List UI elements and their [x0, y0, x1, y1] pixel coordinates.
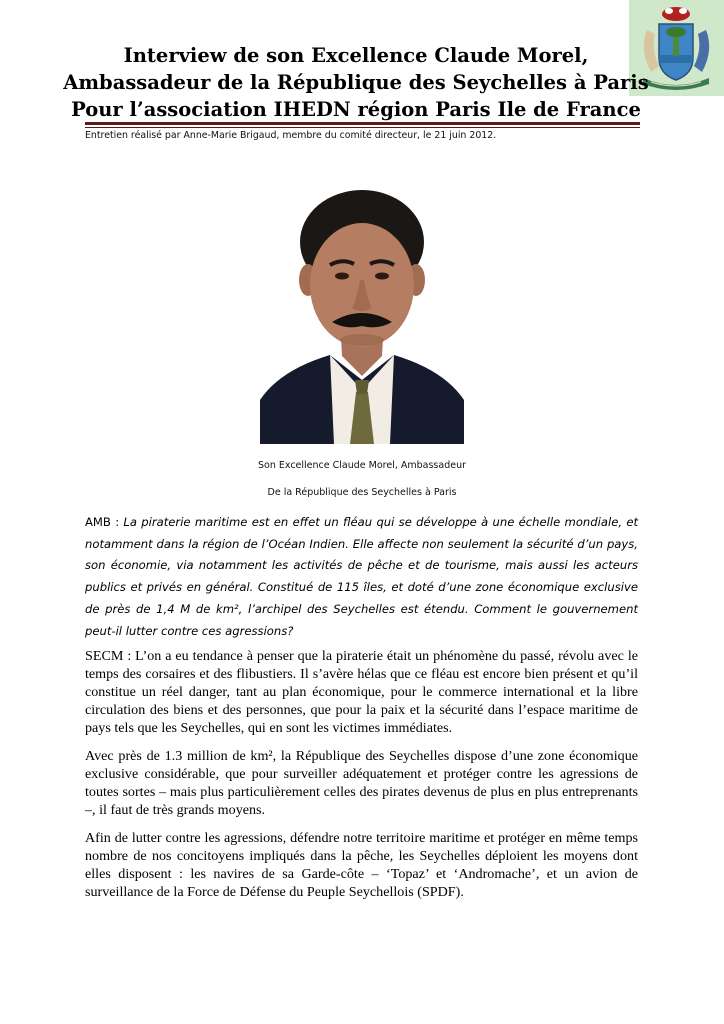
question-speaker: AMB :	[85, 515, 120, 529]
photo-caption-line-2: De la République des Seychelles à Paris	[267, 487, 457, 498]
page-title	[60, 42, 652, 123]
title-line-1: Interview de son Excellence Claude Morel,	[123, 44, 589, 67]
photo-caption-line-1: Son Excellence Claude Morel, Ambassadeur	[257, 460, 466, 471]
title-line-3: Pour l’association IHEDN région Paris Ile de France	[71, 98, 641, 121]
portrait-photo	[260, 180, 464, 444]
answer-paragraph-1: SECM : L’on a eu tendance à penser que la piraterie était un phénomène du passé, révolu avec le temps des corsaires et des flibustiers. Il s’avère hélas que ce fléau est encore bien présent et qu’il constitue un réel danger, tant au plan économique, pour le commerce international et la libre circulation des biens et des personnes, que pour la paix et la sécurité dans l’espace maritime de pays tels que les Seychelles, qui en sont les victimes immédiates.	[85, 648, 638, 736]
byline: Entretien réalisé par Anne-Marie Brigaud, membre du comité directeur, le 21 juin 2012.	[85, 130, 497, 141]
title-divider-thin	[85, 127, 640, 128]
title-line-2: Ambassadeur de la République des Seychelles à Paris	[63, 71, 649, 94]
answer-paragraph-2: Avec près de 1.3 million de km², la République des Seychelles dispose d’une zone économique exclusive considérable, que pour surveiller adéquatement et protéger contre les agressions de toutes sortes – mais plus particulièrement celles des pirates devenus de plus en plus entreprenants –, il faut de très grands moyens.	[85, 748, 638, 818]
title-divider	[85, 122, 640, 125]
question-text: La piraterie maritime est en effet un fléau qui se développe à une échelle mondiale, et notamment dans la région de l’Océan Indien. Elle affecte non seulement la sécurité d’un pays, son économie, via notamment les activités de pêche et de tourisme, mais aussi les acteurs publics et privés en général. Constitué de 115 îles, et doté d’une zone économique exclusive de près de 1,4 M de km², l’archipel des Seychelles est étendu. Comment le gouvernement peut-il lutter contre ces agressions?	[85, 515, 638, 638]
interview-question	[85, 512, 638, 642]
answer-paragraph-3: Afin de lutter contre les agressions, défendre notre territoire maritime et protéger en même temps nombre de nos concitoyens impliqués dans la pêche, les Seychelles déploient les moyens dont elles disposent : les navires de sa Garde-côte – ‘Topaz’ et ‘Andromache’, et un avion de surveillance de la Force de Défense du Peuple Seychellois (SPDF).	[85, 830, 638, 900]
